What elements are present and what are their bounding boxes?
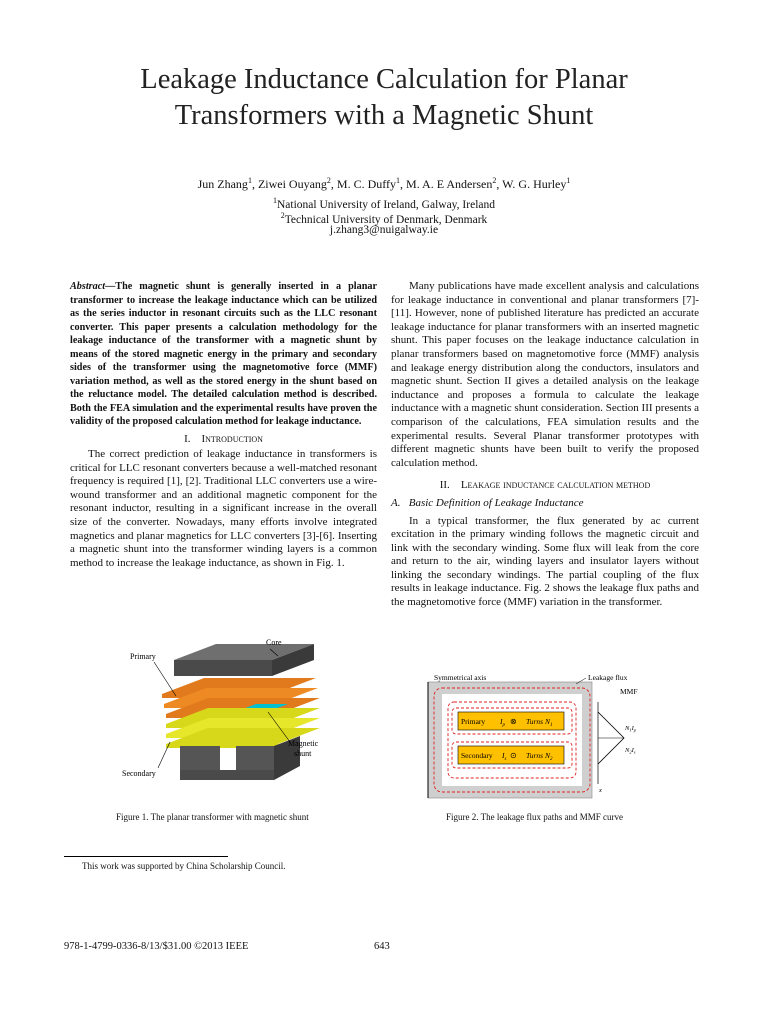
shunt-label-2: shunt <box>294 749 312 758</box>
core-front-face <box>174 660 272 676</box>
section-number: II. <box>439 479 450 492</box>
abstract-text: —The magnetic shunt is generally inserted in a planar transformer to increase the leakage inductance which can be utilized as the series inductor in resonant circuits such as the LLC resonant converter. This paper presents a calculation methodology for the leakage inductance of the transformer with a magnetic shunt by means of the stored magnetic energy in the primary and secondary sides of the transformer using the magnetomotive force (MMF) variation method, as well as the stored energy in the shunt based on the reluctance model. The detailed calculation method is described. Both the FEA simulation and the experimental results have proven the validity of the proposed calculation method for leakage inductance. <box>70 281 377 427</box>
author-name: W. G. Hurley <box>502 177 567 191</box>
mmf-label: MMF <box>620 687 638 696</box>
section-title: Introduction <box>201 432 263 445</box>
figure-2-flux-paths <box>426 672 662 802</box>
secondary-turns: Turns $N_2$ <box>526 751 553 762</box>
figure-2-caption: Figure 2. The leakage flux paths and MMF curve <box>446 812 624 822</box>
current-out-of-page-icon: ⊙ <box>510 751 517 760</box>
section-1-heading <box>70 433 377 447</box>
affiliation-mark: 2 <box>280 211 285 220</box>
mmf-secondary-value: $N_2I_s$ <box>625 747 636 755</box>
figure-1-caption: Figure 1. The planar transformer with magnetic shunt <box>116 812 309 822</box>
abstract <box>70 280 377 429</box>
section-2-heading <box>391 479 699 493</box>
secondary-current: $I_s$ <box>502 751 507 762</box>
introduction-paragraph: The correct prediction of leakage inductance in transformers is critical for LLC resonant converters because a well-matched resonant frequency is required [1], [2]. Traditional LLC converters use a wire-wound transformer and an additional magnetic component for the resonant inductor, resulting in a significant increase in the overall size of the converter. Nowadays, many efforts involve integrated magnetics and planar magnetics for LLC converters [3]-[6]. Inserting a magnetic shunt into the transformer winding layers is a common method to increase the leakage inductance, as shown in Fig. 1. <box>70 448 377 569</box>
author-name: M. C. Duffy <box>336 177 397 191</box>
x-axis-label: x <box>599 787 602 794</box>
right-column <box>391 280 699 610</box>
secondary-label: Secondary <box>122 769 156 778</box>
author-name: M. A. E Andersen <box>406 177 493 191</box>
paper-title <box>0 62 768 134</box>
page-number: 643 <box>374 941 390 952</box>
affiliation-mark: 1 <box>566 176 571 185</box>
primary-winding-label: Primary <box>461 717 486 726</box>
affiliation-text: Technical University of Denmark, Denmark <box>284 213 488 226</box>
affiliation-mark: 1 <box>273 196 277 205</box>
primary-label: Primary <box>130 652 156 661</box>
secondary-winding-label: Secondary <box>461 751 493 760</box>
subsection-a-heading <box>391 497 699 511</box>
abstract-label: Abstract <box>70 281 106 292</box>
current-into-page-icon: ⊗ <box>510 717 517 726</box>
title-line-2: Transformers with a Magnetic Shunt <box>174 100 594 131</box>
section-2-paragraph: In a typical transformer, the flux generated by ac current excitation in the primary winding follows the magnetic circuit and link with the secondary winding. Some flux will leak from the core and return to the air, winding layers and insulator layers without linking the secondary windings. The partial coupling of the flux results in leakage inductance. Fig. 2 shows the leakage flux paths and the magnetomotive force (MMF) variation in the transformer. <box>391 514 699 609</box>
affiliation-mark: 2 <box>326 176 331 185</box>
mmf-primary-value: $N_1I_p$ <box>625 725 637 733</box>
figure-1-transformer <box>118 632 340 784</box>
primary-turns: Turns $N_1$ <box>526 717 553 728</box>
shunt-label-1: Magnetic <box>288 739 319 748</box>
author-email: j.zhang3@nuigalway.ie <box>329 224 439 236</box>
primary-current: $I_p$ <box>500 717 505 728</box>
section-title: Leakage inductance calculation method <box>460 479 651 492</box>
affiliation-mark: 1 <box>396 176 401 185</box>
left-column <box>70 280 377 570</box>
intro-paragraph-2: Many publications have made excellent analysis and calculations for leakage inductance in conventional and planar transformers [7]-[11]. However, none of published literature has predicted an accurate leakage inductance for planar transformers with an inserted magnetic shunt. This paper focuses on the leakage inductance calculation in planar transformers based on magnetomotive force (MMF) analysis and leakage energy distribution along the conductors, insulators and magnetic shunt. Section II gives a detailed analysis on the leakage inductance and proposes a formula to calculate the leakage inductance with a magnetic shunt consideration. Section III presents a comparison of the calculations, FEA simulation results and the experimental results. Several Planar transformer prototypes with different magnetic shunts have been built to verify the proposed calculation method. <box>391 280 699 469</box>
affiliation-mark: 2 <box>492 176 497 185</box>
footnote-rule <box>64 856 228 857</box>
subsection-title: Basic Definition of Leakage Inductance <box>408 496 584 509</box>
affiliation-text: National University of Ireland, Galway, Ireland <box>277 198 495 211</box>
author-name: Ziwei Ouyang <box>257 177 327 191</box>
footnote: This work was supported by China Scholarship Council. <box>82 861 286 871</box>
title-line-1: Leakage Inductance Calculation for Planar <box>140 64 628 95</box>
affiliation-mark: 1 <box>247 176 252 185</box>
subsection-letter: A. <box>391 496 401 509</box>
leakage-flux-label: Leakage flux <box>588 673 628 682</box>
author-name: Jun Zhang <box>197 177 248 191</box>
section-number: I. <box>184 432 191 445</box>
author-list: Jun Zhang$^1$, Ziwei Ouyang$^2$, M. C. Duffy$^1$, M. A. E Andersen$^2$, W. G. Hurley$^1$ <box>197 176 571 191</box>
isbn-line: 978-1-4799-0336-8/13/$31.00 ©2013 IEEE <box>64 941 249 952</box>
symmetrical-axis-label: Symmetrical axis <box>434 673 487 682</box>
core-label: Core <box>266 638 282 647</box>
